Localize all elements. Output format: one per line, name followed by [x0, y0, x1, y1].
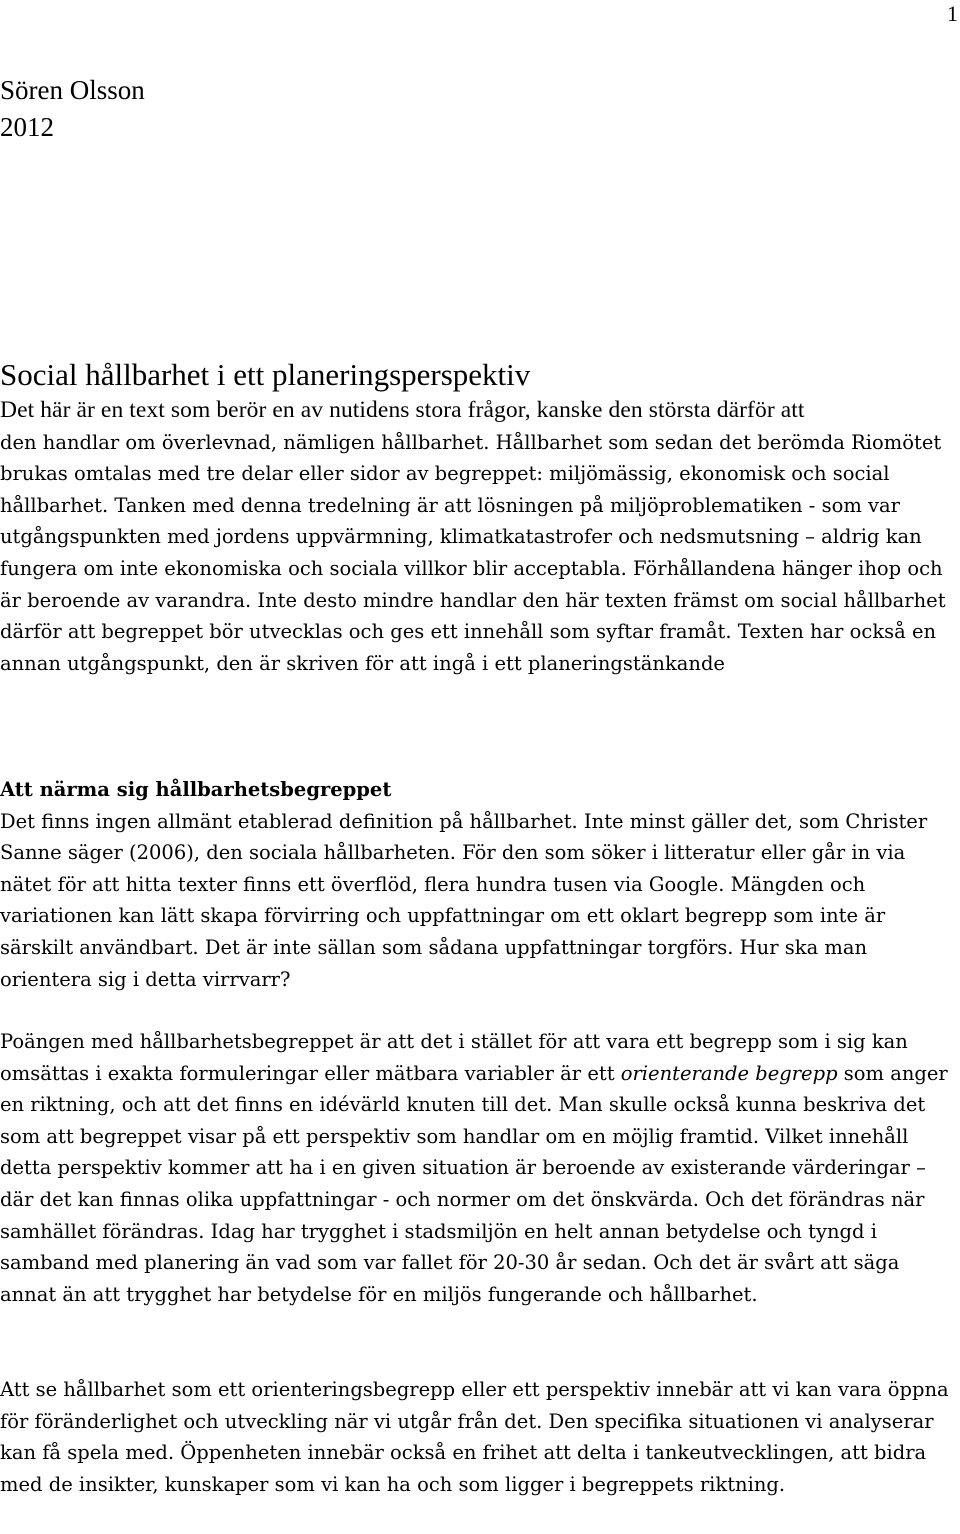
section-paragraph: Det finns ingen allmänt etablerad definition på hållbarhet. Inte minst gäller det, som Christer Sanne säger (2006), den sociala hållbarheten. För den som söker i litteratur eller går in via nätet för att hitta texter finns ett överflöd, flera hundra tusen via Google. Mängden och variationen kan lätt skapa förvirring och uppfattningar om ett oklart begrepp som inte är särskilt användbart. Det är inte sällan som sådana uppfattningar torgförs. Hur ska man orientera sig i detta virrvarr? [0, 809, 928, 991]
intro-paragraph [0, 395, 958, 679]
document-year: 2012 [0, 112, 54, 142]
author-name: Sören Olsson [0, 75, 145, 105]
intro-first-line: Det här är en text som berör en av nutidens stora frågor, kanske den största därför att [0, 397, 805, 423]
paragraph-three-end: som anger en riktning, och att det finns en idévärld knuten till det. Man skulle också kunna beskriva det som att begreppet visar på ett perspektiv som handlar om en möjlig framtid. Vilket innehåll detta perspektiv kommer att ha i en given situation är beroende av existerande värderingar – där det kan finnas olika uppfattningar - och normer om det önskvärda. Och det förändras när samhället förändras. Idag har trygghet i stadsmiljön en helt annan betydelse och tyngd i samband med planering än vad som var fallet för 20-30 år sedan. Och det är svårt att säga annat än att trygghet har betydelse för en miljös fungerande och hållbarhet. [0, 1061, 948, 1306]
document-title: Social hållbarhet i ett planeringsperspektiv [0, 357, 531, 392]
paragraph-three [0, 1026, 958, 1310]
paragraph-three-start: Poängen med hållbarhetsbegreppet är att det i stället för att vara ett begrepp som i sig kan omsättas i exakta formuleringar eller mätbara variabler är ett [0, 1030, 908, 1085]
author-block [0, 72, 145, 146]
paragraph-four [0, 1374, 958, 1500]
page-number: 1 [947, 1, 958, 26]
paragraph-four-text: Att se hållbarhet som ett orienteringsbegrepp eller ett perspektiv innebär att vi kan vara öppna för föränderlighet och utveckling när vi utgår från det. Den specifika situationen vi analyserar kan få spela med. Öppenheten innebär också en frihet att delta i tankeutvecklingen, att bidra med de insikter, kunskaper som vi kan ha och som ligger i begreppets riktning. [0, 1378, 949, 1496]
section-block [0, 774, 958, 995]
emphasis-term: orienterande begrepp [620, 1061, 838, 1085]
section-heading: Att närma sig hållbarhetsbegreppet [0, 778, 392, 801]
intro-text: den handlar om överlevnad, nämligen hållbarhet. Hållbarhet som sedan det berömda Riomötet brukas omtalas med tre delar eller sidor av begreppet: miljömässig, ekonomisk och social hållbarhet. Tanken med denna tredelning är att lösningen på miljöproblematiken - som var utgångspunkten med jordens uppvärmning, klimatkatastrofer och nedsmutsning – aldrig kan fungera om inte ekonomiska och sociala villkor blir acceptabla. Förhållandena hänger ihop och är beroende av varandra. Inte desto mindre handlar den här texten främst om social hållbarhet därför att begreppet bör utvecklas och ges ett innehåll som syftar framåt. Texten har också en annan utgångspunkt, den är skriven för att ingå i ett planeringstänkande [0, 430, 946, 675]
